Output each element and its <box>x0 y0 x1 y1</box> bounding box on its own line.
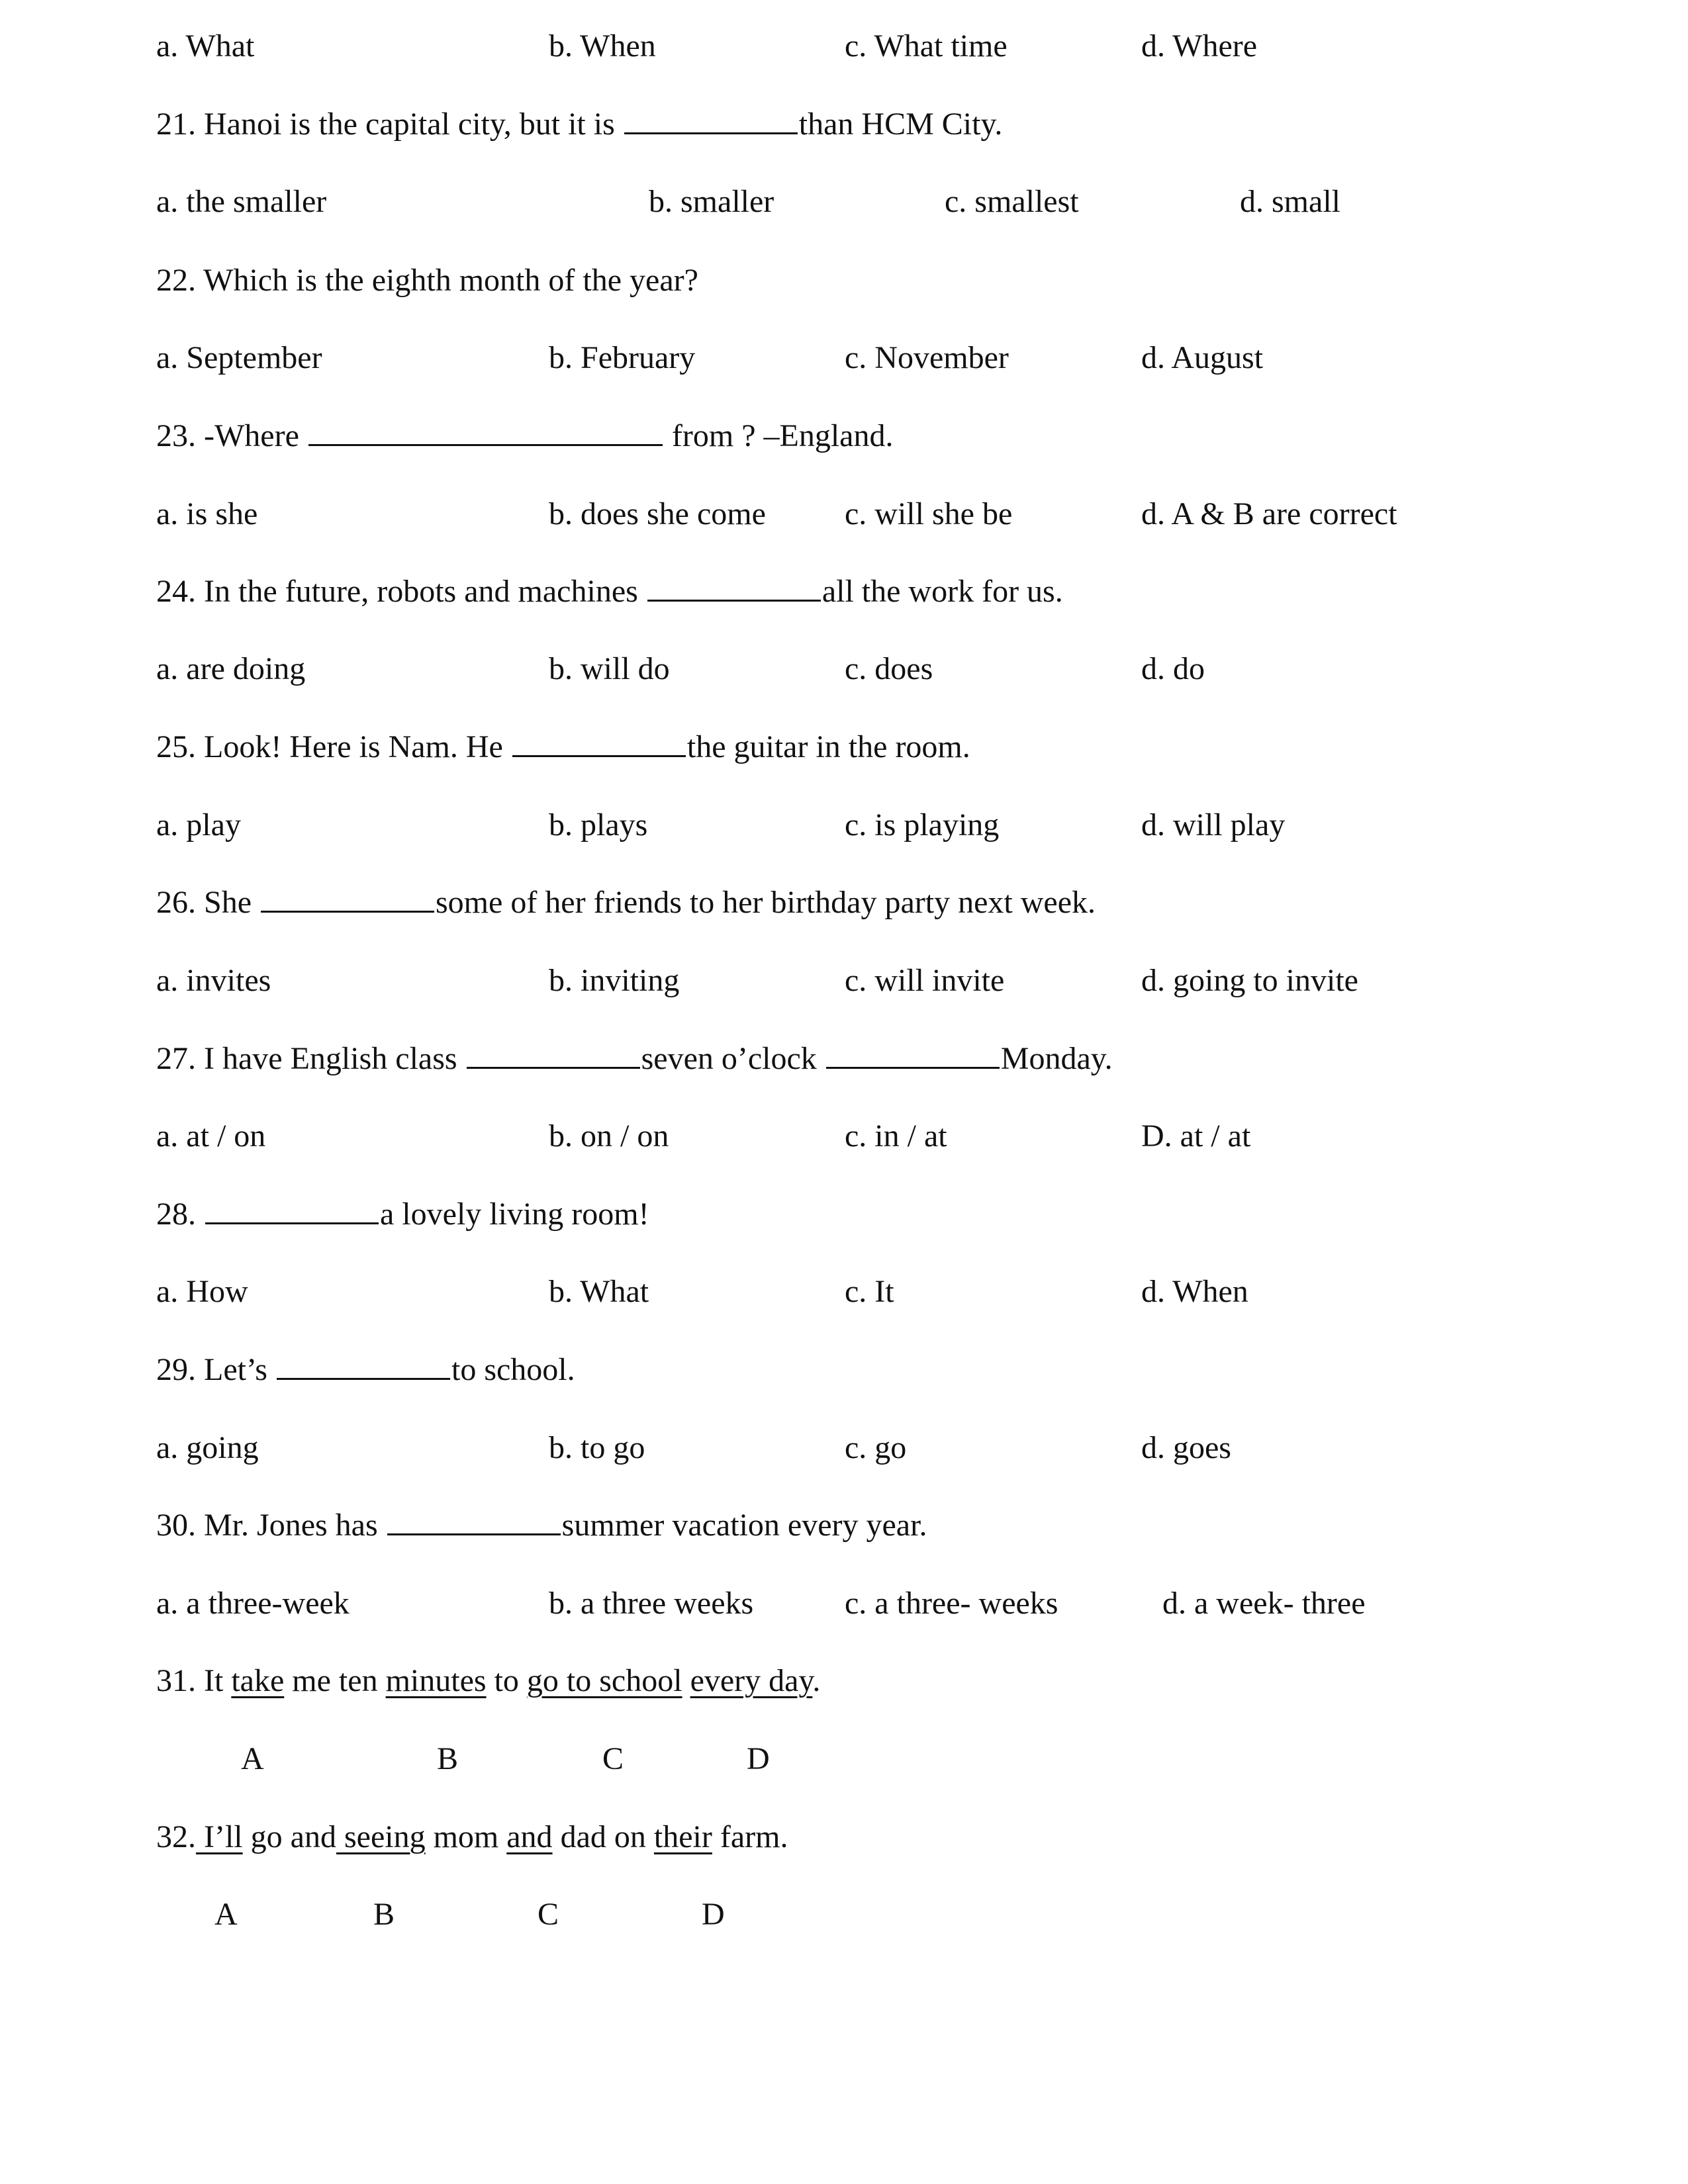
q23-question <box>156 415 893 457</box>
q25-text-after: the guitar in the room. <box>686 729 970 764</box>
q24-option-c: c. does <box>845 651 933 686</box>
q32-underlined-a: I’ll <box>196 1819 243 1854</box>
q26-text-before: 26. She <box>156 885 259 920</box>
q31-text-4 <box>682 1663 690 1698</box>
q31-text-3: to <box>486 1663 527 1698</box>
q28-question <box>156 1193 649 1236</box>
q24-option-d: d. do <box>1141 651 1205 686</box>
q29-option-d: d. goes <box>1141 1430 1231 1465</box>
q21-option-b: b. smaller <box>649 184 774 219</box>
q23-option-c: c. will she be <box>845 496 1013 531</box>
q32-letter-a: A <box>214 1897 238 1932</box>
q29-option-a: a. going <box>156 1430 259 1465</box>
q21-text-after: than HCM City. <box>798 107 1003 142</box>
q26-option-b: b. inviting <box>549 963 680 998</box>
q31-underlined-a: take <box>231 1663 285 1698</box>
q27-blank-1 <box>467 1040 640 1069</box>
q20-option-a: a. What <box>156 28 255 64</box>
q23-option-a: a. is she <box>156 496 258 531</box>
q23-option-d: d. A & B are correct <box>1141 496 1397 531</box>
q27-text-middle: seven o’clock <box>641 1041 825 1076</box>
q27-option-a: a. at / on <box>156 1118 266 1154</box>
q22-question <box>156 259 698 302</box>
q22-option-b: b. February <box>549 340 696 375</box>
q23-option-b: b. does she come <box>549 496 766 531</box>
q31-letter-d: D <box>747 1741 770 1776</box>
q25-option-b: b. plays <box>549 807 648 842</box>
q31-letter-b: B <box>437 1741 459 1776</box>
q25-option-d: d. will play <box>1141 807 1286 842</box>
q26-question <box>156 882 1096 924</box>
q32-sentence <box>156 1816 788 1858</box>
q25-option-a: a. play <box>156 807 241 842</box>
q30-question <box>156 1504 927 1547</box>
q20-option-c: c. What time <box>845 28 1008 64</box>
q27-question <box>156 1038 1113 1080</box>
q23-blank <box>308 418 663 446</box>
q31-text-5: . <box>812 1663 821 1698</box>
q31-sentence <box>156 1660 820 1702</box>
q30-option-c: c. a three- weeks <box>845 1586 1058 1621</box>
q27-text-after: Monday. <box>1000 1041 1113 1076</box>
q32-letter-d: D <box>702 1897 725 1932</box>
q22-text: 22. Which is the eighth month of the year? <box>156 263 698 298</box>
q29-option-b: b. to go <box>549 1430 645 1465</box>
q22-option-a: a. September <box>156 340 322 375</box>
q28-option-c: c. It <box>845 1274 894 1309</box>
q32-underlined-b: seeing <box>336 1819 426 1854</box>
q25-option-c: c. is playing <box>845 807 1000 842</box>
q24-blank <box>647 573 821 602</box>
q23-text-after: from ? –England. <box>663 418 894 453</box>
q24-option-a: a. are doing <box>156 651 306 686</box>
q28-blank <box>205 1196 379 1224</box>
q32-text-4: dad on <box>552 1819 654 1854</box>
q24-text-before: 24. In the future, robots and machines <box>156 574 646 609</box>
q31-text-1: 31. It <box>156 1663 232 1698</box>
q30-text-after: summer vacation every year. <box>561 1508 927 1543</box>
q29-question <box>156 1349 575 1391</box>
q21-blank <box>624 106 798 134</box>
q32-underlined-c: and <box>506 1819 553 1854</box>
q21-option-a: a. the smaller <box>156 184 327 219</box>
q32-letter-b: B <box>373 1897 395 1932</box>
q27-option-c: c. in / at <box>845 1118 947 1154</box>
q32-letter-c: C <box>538 1897 559 1932</box>
q30-option-a: a. a three-week <box>156 1586 350 1621</box>
q31-underlined-c: go to school <box>526 1663 682 1698</box>
q24-question <box>156 570 1063 613</box>
q32-underlined-d: their <box>653 1819 712 1854</box>
q32-text-2: go and <box>242 1819 336 1854</box>
q20-option-b: b. When <box>549 28 656 64</box>
q31-letter-a: A <box>241 1741 264 1776</box>
q26-option-d: d. going to invite <box>1141 963 1358 998</box>
q32-letters <box>156 1893 818 1936</box>
q29-blank <box>277 1351 450 1380</box>
q26-text-after: some of her friends to her birthday party next week. <box>436 885 1096 920</box>
q21-question <box>156 103 1002 146</box>
q30-blank <box>387 1507 561 1535</box>
q25-question <box>156 726 970 768</box>
q32-text-1: 32. <box>156 1819 196 1854</box>
q30-option-b: b. a three weeks <box>549 1586 754 1621</box>
q21-text-before: 21. Hanoi is the capital city, but it is <box>156 107 623 142</box>
q28-option-a: a. How <box>156 1274 248 1309</box>
q30-option-d: d. a week- three <box>1162 1586 1366 1621</box>
q20-option-d: d. Where <box>1141 28 1258 64</box>
q31-underlined-d: every day <box>690 1663 813 1698</box>
q31-underlined-b: minutes <box>385 1663 487 1698</box>
q28-option-d: d. When <box>1141 1274 1248 1309</box>
q32-text-3: mom <box>425 1819 507 1854</box>
q21-option-c: c. smallest <box>945 184 1079 219</box>
q22-option-d: d. August <box>1141 340 1264 375</box>
q29-text-before: 29. Let’s <box>156 1352 275 1387</box>
q25-text-before: 25. Look! Here is Nam. He <box>156 729 511 764</box>
q22-option-c: c. November <box>845 340 1009 375</box>
q25-blank <box>512 729 686 757</box>
q28-text-after: a lovely living room! <box>380 1197 649 1232</box>
q31-letter-c: C <box>602 1741 624 1776</box>
q24-option-b: b. will do <box>549 651 670 686</box>
q23-text-before: 23. -Where <box>156 418 307 453</box>
q29-text-after: to school. <box>451 1352 575 1387</box>
q27-option-d: D. at / at <box>1141 1118 1251 1154</box>
q27-option-b: b. on / on <box>549 1118 669 1154</box>
q26-blank <box>261 884 434 913</box>
q31-text-2: me ten <box>284 1663 386 1698</box>
q28-option-b: b. What <box>549 1274 649 1309</box>
q24-text-after: all the work for us. <box>821 574 1063 609</box>
q32-text-5: farm. <box>712 1819 788 1854</box>
q21-option-d: d. small <box>1240 184 1340 219</box>
q27-text-before: 27. I have English class <box>156 1041 465 1076</box>
q26-option-c: c. will invite <box>845 963 1005 998</box>
q30-text-before: 30. Mr. Jones has <box>156 1508 386 1543</box>
q28-text-before: 28. <box>156 1197 204 1232</box>
q26-option-a: a. invites <box>156 963 271 998</box>
q31-letters <box>156 1738 818 1780</box>
q27-blank-2 <box>826 1040 1000 1069</box>
q29-option-c: c. go <box>845 1430 907 1465</box>
